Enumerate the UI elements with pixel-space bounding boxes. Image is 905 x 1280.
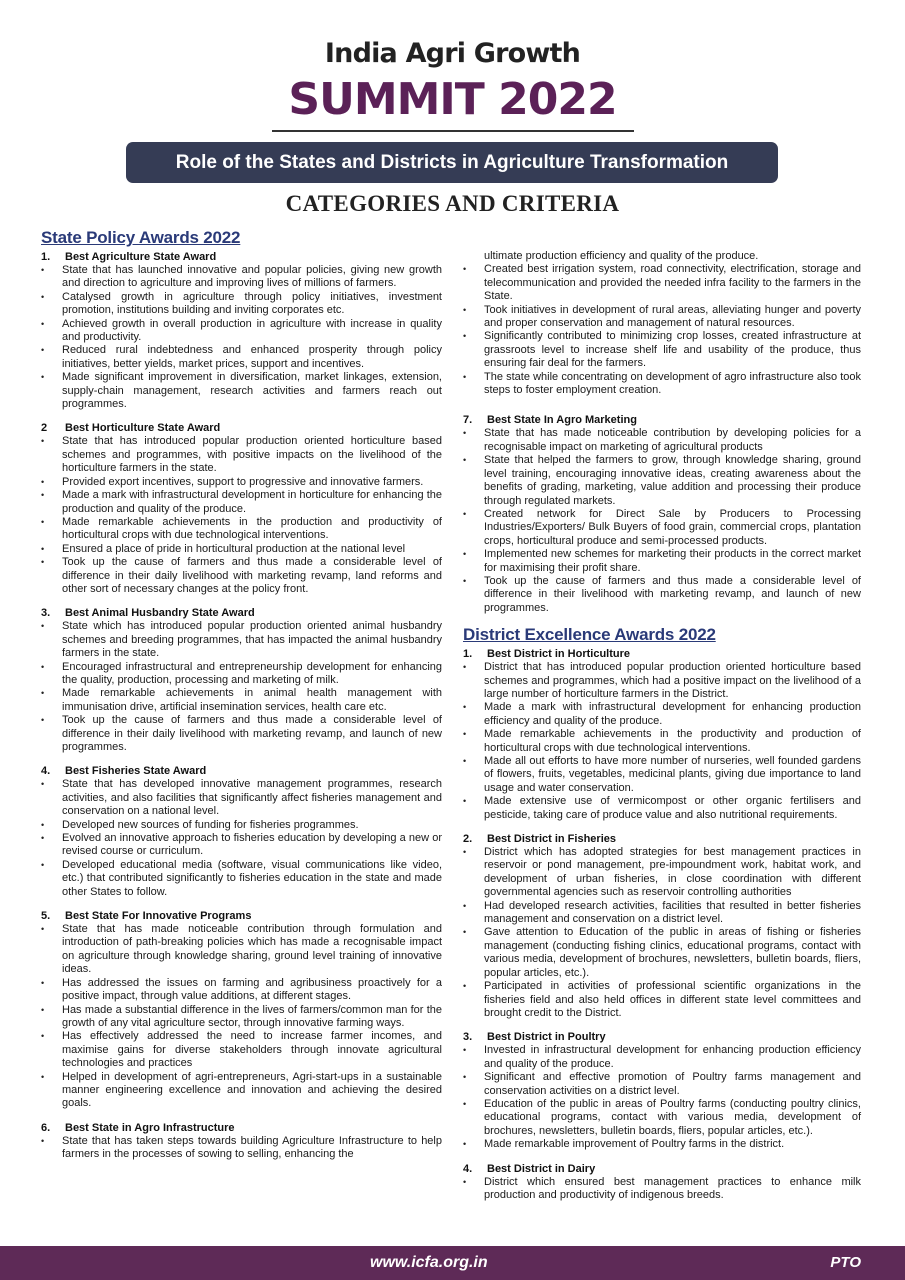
award-block: [41, 607, 442, 754]
list-item: • Created network for Direct Sale by Producers to Processing Industries/Exporters/ Bulk Buyers of food grain, commercial crops, plantation crops, horticultural produce and semi-processed products.: [463, 508, 861, 548]
list-item: • State which has introduced popular production oriented animal husbandry schemes and breeding programmes, that has impacted the animal husbandry farmers in the state.: [41, 620, 442, 660]
list-item: • Created best irrigation system, road connectivity, electrification, storage and telecommunication and provided the needed infra facility to the farmers in the State.: [463, 263, 861, 303]
criteria-list: [463, 263, 861, 397]
list-item: • Significant and effective promotion of Poultry farms management and conservation activities on a district level.: [463, 1071, 861, 1098]
title-underline: [272, 130, 634, 132]
award-block: [463, 414, 861, 615]
award-heading: 2. Best District in Fisheries: [463, 833, 616, 846]
list-item: • Has addressed the issues on farming and agribusiness proactively for a positive impact, through value additions, at different stages.: [41, 977, 442, 1004]
list-item: • State that has launched innovative and popular policies, giving new growth and direction to agriculture and improving lives of millions of farmers.: [41, 264, 442, 291]
award-block: [463, 648, 861, 822]
criteria-list: [41, 1135, 442, 1162]
website-link[interactable]: www.icfa.org.in: [370, 1254, 488, 1271]
award-block: [41, 1122, 442, 1162]
list-item: • Education of the public in areas of Poultry farms (conducting poultry clinics, educational programs, contact with various media, development of brochures, newsletters, bulletin boards, fliers, popular articles, etc.).: [463, 1098, 861, 1138]
list-item: • State that has made noticeable contribution by developing policies for a recognisable impact on marketing of agricultural products: [463, 427, 861, 454]
list-item: • Provided export incentives, support to progressive and innovative farmers.: [41, 476, 442, 489]
criteria-list: [41, 778, 442, 899]
award-heading: 2 Best Horticulture State Award: [41, 422, 221, 435]
pto-label: PTO: [830, 1254, 861, 1271]
award-block: [463, 1031, 861, 1151]
criteria-list: [463, 1176, 861, 1203]
list-item: • Invested in infrastructural development for enhancing production efficiency and quality of the produce.: [463, 1044, 861, 1071]
list-item: • Developed educational media (software, visual communications like video, etc.) that contributed significantly to fisheries education in the state and made other States to follow.: [41, 859, 442, 899]
continued-text: ultimate production efficiency and quality of the produce.: [484, 250, 759, 262]
list-item: • Made remarkable achievements in animal health management with immunisation drive, artificial insemination services, health care etc.: [41, 687, 442, 714]
list-item: • Took up the cause of farmers and thus made a considerable level of difference in their livelihood with marketing revamp, and launch of new programmes.: [463, 575, 861, 615]
award-block: [41, 422, 442, 596]
list-item: • Made remarkable achievements in the productivity and production of horticultural crops with due technological interventions.: [463, 728, 861, 755]
award-block-continued: [463, 250, 861, 397]
list-item: • Took up the cause of farmers and thus made a considerable level of difference in their daily livelihood with marketing revamp, land reforms and other sort of necessary changes at the policy front.: [41, 556, 442, 596]
list-item: • Implemented new schemes for marketing their products in the correct market for maximising their profit share.: [463, 548, 861, 575]
categories-title: CATEGORIES AND CRITERIA: [285, 191, 620, 216]
award-block: [463, 833, 861, 1020]
list-item: • Ensured a place of pride in horticultural production at the national level: [41, 543, 442, 556]
criteria-list: [463, 427, 861, 615]
criteria-list: [41, 620, 442, 754]
list-item: • Made extensive use of vermicompost or other organic fertilisers and pesticide, taking care of produce value and also nutritional requirements.: [463, 795, 861, 822]
award-heading: 1. Best District in Horticulture: [463, 648, 631, 661]
list-item: • Developed new sources of funding for fisheries programmes.: [41, 819, 442, 832]
page-footer: [0, 1246, 905, 1280]
award-block: [41, 251, 442, 411]
criteria-list: [463, 661, 861, 822]
list-item: • District that has introduced popular production oriented horticulture based schemes and programmes, which had a positive impact on the livelihood of a large number of horticulture farmers in the District.: [463, 661, 861, 701]
left-column: [41, 228, 442, 1162]
list-item: • The state while concentrating on development of agro infrastructure also took steps to foster employment creation.: [463, 371, 861, 398]
award-heading: 5. Best State For Innovative Programs: [41, 910, 252, 923]
award-heading: 7. Best State In Agro Marketing: [463, 414, 637, 427]
list-item: • Catalysed growth in agriculture through policy initiatives, investment promotion, institutions building and inviting corporates etc.: [41, 291, 442, 318]
list-item: • Evolved an innovative approach to fisheries education by developing a new or revised course or curriculum.: [41, 832, 442, 859]
list-item: • District which ensured best management practices to enhance milk production and productivity of indigenous breeds.: [463, 1176, 861, 1203]
district-section-title: District Excellence Awards 2022: [463, 625, 716, 645]
theme-banner: Role of the States and Districts in Agriculture Transformation: [126, 142, 778, 183]
list-item: • District which has adopted strategies for best management practices in reservoir or pond management, pre-impoundment work, habitat work, and development of urban fisheries, in close coordination with different governmental agencies such as reservoir controlling authorities: [463, 846, 861, 900]
list-item: • State that has made noticeable contribution through formulation and introduction of path-breaking policies which has made a recognisable impact on agriculture through knowledge sharing, ground level training of innovative ideas.: [41, 923, 442, 977]
summit-title-line2: SUMMIT 2022: [288, 74, 617, 125]
list-item: • Made all out efforts to have more number of nurseries, well founded gardens of flowers, fruits, vegetables, medicinal plants, giving due importance to land usage and water conservation.: [463, 755, 861, 795]
criteria-list: [463, 1044, 861, 1151]
award-heading: 4. Best Fisheries State Award: [41, 765, 207, 778]
list-item: • State that has introduced popular production oriented horticulture based schemes and programmes, with positive impacts on the livelihood of the horticulture farmers in the state.: [41, 435, 442, 475]
list-item: • Reduced rural indebtedness and enhanced prosperity through policy initiatives, better yields, market prices, support and incentives.: [41, 344, 442, 371]
list-item: • Made a mark with infrastructural development in horticulture for enhancing the production and quality of the produce.: [41, 489, 442, 516]
award-block: [463, 1163, 861, 1203]
criteria-list: [463, 846, 861, 1020]
award-heading: 4. Best District in Dairy: [463, 1162, 596, 1175]
list-item: • Made a mark with infrastructural development for enhancing production efficiency and quality of the produce.: [463, 701, 861, 728]
award-heading: 6. Best State in Agro Infrastructure: [41, 1121, 235, 1134]
list-item: • Gave attention to Education of the public in areas of fishing or fisheries management (conducting fishing clinics, educational programs, contact with various media, development of brochures, newsletters, bulletin boards, fliers, popular articles, etc.).: [463, 926, 861, 980]
award-heading: 3. Best Animal Husbandry State Award: [41, 607, 255, 620]
list-item: • State that has taken steps towards building Agriculture Infrastructure to help farmers in the processes of sowing to selling, enhancing the: [41, 1135, 442, 1162]
list-item: • Has effectively addressed the need to increase farmer incomes, and maximise gains for diverse stakeholders through innovate agricultural technologies and practices: [41, 1030, 442, 1070]
criteria-list: [41, 435, 442, 596]
criteria-list: [41, 264, 442, 411]
list-item: • Made significant improvement in diversification, market linkages, extension, supply-chain management, research activities and farmers reach out programmes.: [41, 371, 442, 411]
award-block: [41, 910, 442, 1111]
list-item: • Significantly contributed to minimizing crop losses, created infrastructure at grassroots level to increase shelf life and usability of the produce, thus ensuring fair deal for the farmers.: [463, 330, 861, 370]
list-item: • Encouraged infrastructural and entrepreneurship development for enhancing the quality, production, processing and marketing of milk.: [41, 661, 442, 688]
list-item: • Took up the cause of farmers and thus made a considerable level of difference in their daily livelihood with marketing revamp, and launch of new programmes.: [41, 714, 442, 754]
list-item: • Made remarkable achievements in the production and productivity of horticultural crops with due technological interventions.: [41, 516, 442, 543]
list-item: • Had developed research activities, facilities that resulted in better fisheries management and conservation on a district level.: [463, 900, 861, 927]
state-section-title: State Policy Awards 2022: [41, 228, 241, 247]
list-item: • Helped in development of agri-entrepreneurs, Agri-start-ups in a sustainable manner engineering excellence and innovation and achieving the desired goals.: [41, 1071, 442, 1111]
award-heading: 1. Best Agriculture State Award: [41, 251, 217, 263]
list-item: • Made remarkable improvement of Poultry farms in the district.: [463, 1138, 861, 1151]
list-item: • Participated in activities of professional scientific organizations in the fisheries field and also held offices in different state level committees and brought credit to the District.: [463, 980, 861, 1020]
list-item: • State that helped the farmers to grow, through knowledge sharing, ground level training, encouraging innovative ideas, creating awareness about the benefits of grading, marketing, value addition and processing their produce through regulated markets.: [463, 454, 861, 508]
criteria-list: [41, 923, 442, 1111]
award-block: [41, 765, 442, 899]
list-item: • Achieved growth in overall production in agriculture with increase in quality and productivity.: [41, 318, 442, 345]
list-item: • Took initiatives in development of rural areas, alleviating hunger and poverty and proper conservation and management of natural resources.: [463, 304, 861, 331]
list-item: • Has made a substantial difference in the lives of farmers/common man for the growth of any vital agriculture sector, through innovative farming ways.: [41, 1004, 442, 1031]
summit-title-line1: India Agri Growth: [324, 38, 581, 69]
right-column: [463, 250, 861, 1202]
award-heading: 3. Best District in Poultry: [463, 1031, 606, 1044]
list-item: • State that has developed innovative management programmes, research activities, and also facilities that significantly affect fisheries management and conservation on a national level.: [41, 778, 442, 818]
